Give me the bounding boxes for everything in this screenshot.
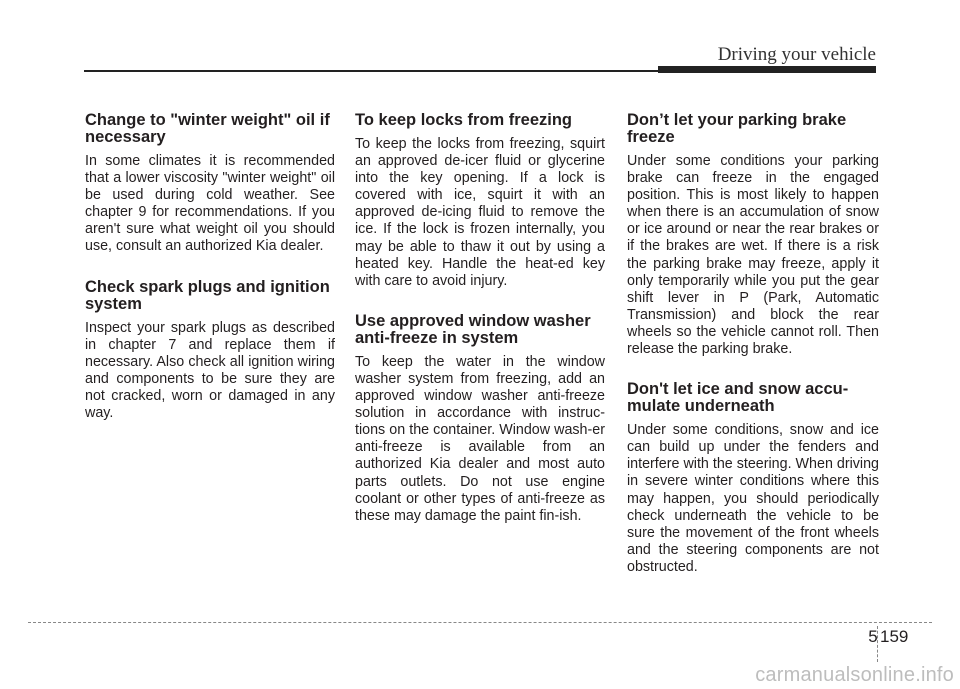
section-spark-plugs (85, 279, 335, 423)
running-header: Driving your vehicle (717, 44, 876, 65)
section-body: To keep the locks from freezing, squirt an approved de-icer fluid or glycerine into the key opening. If a lock is covered with ice, squirt it with an approved de-icing fluid to remove the ice. If the lock is frozen internally, you may be able to thaw it out by using a heated key. Handle the heat-ed key with care to avoid injury. (355, 136, 605, 289)
section-heading: Use approved window washer anti-freeze in system (355, 311, 591, 347)
section-body: Under some conditions your parking brake can freeze in the engaged position. This is most likely to happen when there is an accumulation of snow or ice around or near the rear brakes or if the brakes are wet. If there is a risk the parking brake may freeze, apply it only temporarily while you put the gear shift lever in P (Park, Automatic Transmission) and block the rear wheels so the vehicle cannot roll. Then release the parking brake. (627, 153, 879, 358)
section-body: Inspect your spark plugs as described in chapter 7 and replace them if necessary. Also check all ignition wiring and components to be sure they are not cracked, worn or damaged in any way. (85, 319, 335, 422)
section-heading: Don't let ice and snow accu-mulate underneath (627, 380, 849, 416)
section-body: In some climates it is recommended that a lower viscosity "winter weight" oil be used during cold weather. See chapter 9 for recommendations. If you aren't sure what weight oil you should use, consult an authorized Kia dealer. (85, 153, 335, 255)
column-3 (627, 112, 879, 599)
chapter-number: 5 (868, 627, 878, 646)
section-body: To keep the water in the window washer system from freezing, add an approved window washer anti-freeze solution in accordance with instruc-tions on the container. Window wash-er anti-freeze is available from an authorized Kia dealer and most auto parts outlets. Do not use engine coolant or other types of anti-freeze as these may damage the paint fin-ish. (355, 353, 605, 524)
section-winter-oil (85, 112, 335, 256)
section-washer-antifreeze (355, 313, 605, 525)
column-1 (85, 112, 335, 445)
section-body: Under some conditions, snow and ice can build up under the fenders and interfere with the steering. When driving in severe winter conditions where this may happen, you should periodically check underneath the vehicle to be sure the movement of the front wheels and the steering components are not obstructed. (627, 422, 879, 575)
page-number-divider (877, 626, 878, 662)
section-heading: To keep locks from freezing (355, 111, 572, 129)
section-locks-freezing (355, 112, 605, 290)
section-heading: Change to "winter weight" oil if necessary (85, 111, 330, 146)
header-rule (84, 70, 658, 72)
footer-rule (28, 622, 932, 623)
header-rule-accent (658, 66, 876, 73)
section-heading: Check spark plugs and ignition system (85, 277, 330, 313)
section-parking-brake (627, 112, 879, 358)
section-heading: Don’t let your parking brake freeze (627, 111, 847, 146)
page-number: 159 (880, 627, 909, 646)
watermark: carmanualsonline.info (755, 664, 954, 686)
column-2 (355, 112, 605, 548)
section-ice-snow-underneath (627, 381, 879, 576)
